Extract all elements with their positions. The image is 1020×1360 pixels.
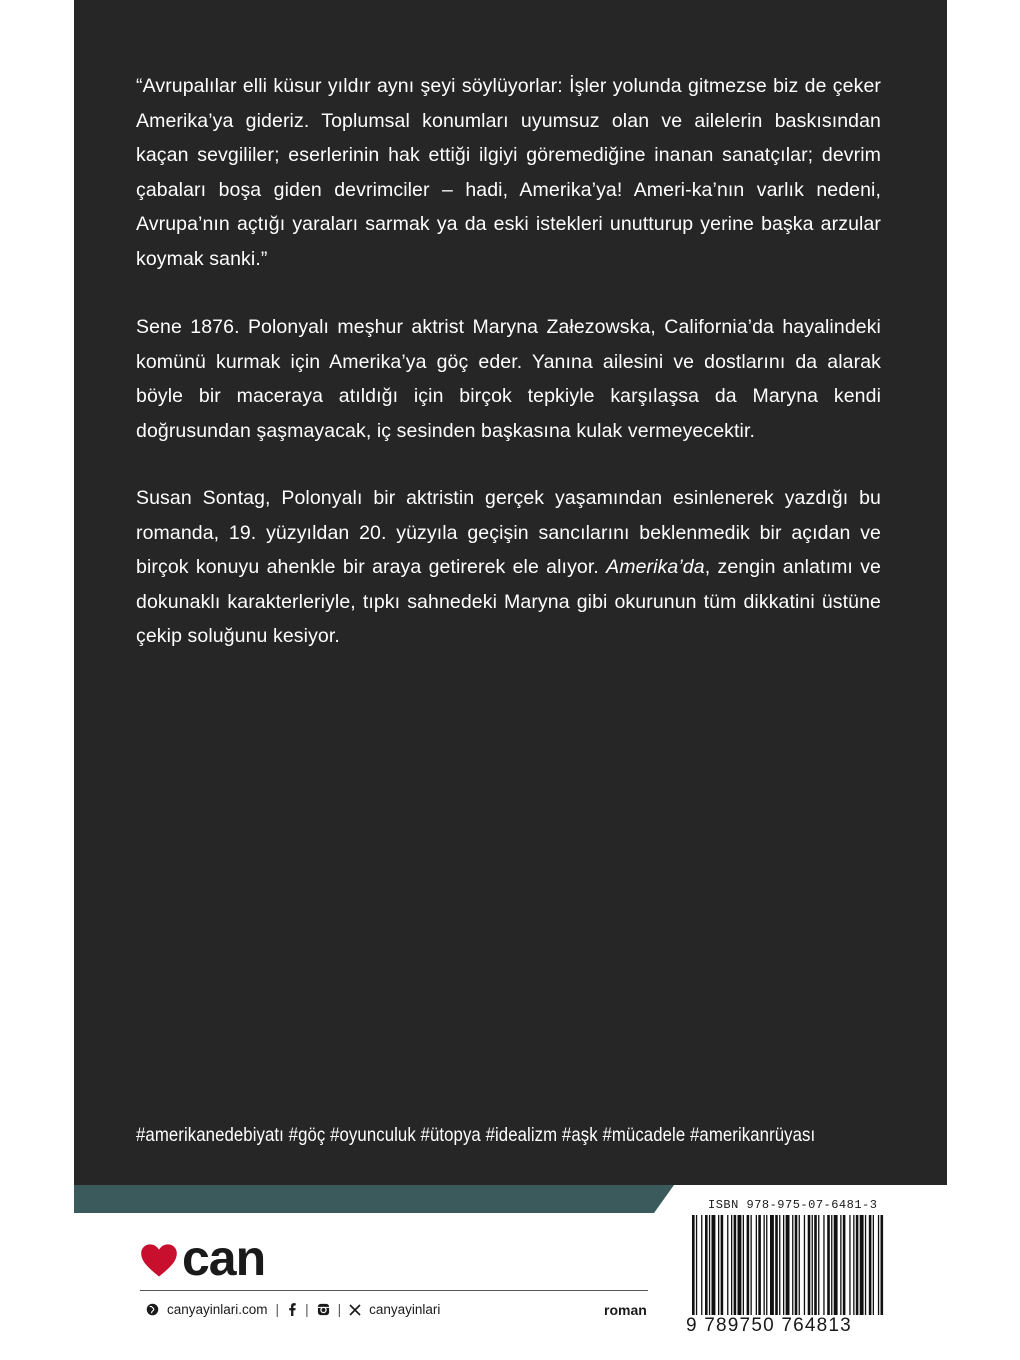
barcode-bar — [727, 1215, 728, 1315]
barcode-bar — [718, 1215, 719, 1315]
barcode-bar — [783, 1215, 784, 1315]
facebook-icon[interactable] — [287, 1303, 297, 1316]
separator: | — [275, 1302, 280, 1317]
barcode-bar — [712, 1215, 716, 1315]
barcode-bar — [734, 1215, 737, 1315]
website-link[interactable]: canyayinlari.com — [167, 1302, 268, 1317]
barcode-bar — [860, 1215, 864, 1315]
barcode-bar — [840, 1215, 841, 1315]
logo-text: can — [182, 1230, 266, 1286]
x-handle[interactable]: canyayinlari — [369, 1302, 441, 1317]
barcode-bar — [775, 1215, 778, 1315]
barcode-bar — [792, 1215, 793, 1315]
barcode-bar — [779, 1215, 780, 1315]
barcode-bar — [743, 1215, 744, 1315]
barcode-bars — [688, 1215, 888, 1315]
summary-paragraph-2 — [136, 481, 881, 654]
separator: | — [337, 1302, 342, 1317]
separator: | — [305, 1302, 309, 1317]
barcode-bar — [751, 1215, 752, 1315]
barcode-bar — [818, 1215, 819, 1315]
barcode-bar — [812, 1215, 813, 1315]
barcode-area — [678, 1195, 888, 1345]
publisher-logo — [140, 1230, 266, 1286]
barcode-bar — [756, 1215, 757, 1315]
globe-icon — [146, 1303, 159, 1316]
hashtags: #amerikanedebiyatı #göç #oyunculuk #ütopya #idealizm #aşk #mücadele #amerikanrüyası — [136, 1124, 816, 1146]
barcode-bar — [808, 1215, 811, 1315]
instagram-icon[interactable] — [317, 1303, 330, 1316]
barcode-bar — [827, 1215, 830, 1315]
x-icon[interactable] — [349, 1304, 361, 1316]
barcode-bar — [795, 1215, 798, 1315]
barcode-bar — [814, 1215, 817, 1315]
divider — [140, 1290, 648, 1291]
barcode-bar — [869, 1215, 872, 1315]
barcode-bar — [766, 1215, 767, 1315]
barcode-bar — [849, 1215, 850, 1315]
barcode-bar — [705, 1215, 708, 1315]
barcode-bar — [721, 1215, 724, 1315]
paragraph-2-start: Susan Sontag, Polonyalı bir aktristin gerçek yaşamından esinlenerek yazdığı bu romanda, 19. yüzyıldan 20. yüzyıla geçişin sancılarını beklenmedik bir açıdan ve birçok konuyu ahenkle bir araya getirerek ele alıyor. — [136, 487, 881, 578]
barcode-bar — [831, 1215, 832, 1315]
barcode-bar — [799, 1215, 800, 1315]
barcode-bar — [843, 1215, 846, 1315]
barcode-bar — [709, 1215, 710, 1315]
barcode-bar — [853, 1215, 854, 1315]
barcode-bar — [770, 1215, 774, 1315]
publisher-links — [146, 1302, 440, 1317]
barcode-bar — [731, 1215, 732, 1315]
book-back-cover — [74, 0, 947, 1360]
dark-panel — [74, 0, 947, 1185]
book-title-italic: Amerika’da — [606, 556, 705, 578]
barcode-number: 9 789750 764813 — [686, 1315, 852, 1336]
barcode-bar — [878, 1215, 879, 1315]
barcode-bar — [856, 1215, 859, 1315]
barcode-bar — [738, 1215, 742, 1315]
barcode-bar — [786, 1215, 790, 1315]
barcode-bar — [804, 1215, 805, 1315]
barcode-bar — [865, 1215, 866, 1315]
isbn-text: ISBN 978-975-07-6481-3 — [708, 1198, 878, 1212]
barcode-bar — [823, 1215, 824, 1315]
paragraph-2-end: , zengin anlatımı ve dokunaklı karakterleriyle, tıpkı sahnedeki Maryna gibi okurunun tüm dikkatini üstüne çekip soluğunu kesiyor. — [136, 556, 881, 647]
barcode-bar — [764, 1215, 765, 1315]
barcode-bar — [692, 1215, 695, 1315]
barcode-bar — [696, 1215, 697, 1315]
genre-label: roman — [604, 1302, 647, 1318]
heart-icon — [140, 1242, 178, 1280]
quote-text: “Avrupalılar elli küsur yıldır aynı şeyi söylüyorlar: İşler yolunda gitmezse biz de çeker Amerika’ya gideriz. Toplumsal konumları uyumsuz olan ve ailelerin baskısından kaçan sevgililer; eserlerinin hak ettiği ilgiyi göremediğine inanan sanatçılar; devrim çabaları boşa giden devrimciler – hadi, Amerika’ya! Ameri-ka’nın varlık nedeni, Avrupa’nın açtığı yaraları sarmak ya da eski istekleri unutturup yerine başka arzular koymak sanki.” — [136, 75, 881, 270]
barcode-bar — [747, 1215, 750, 1315]
barcode-bar — [873, 1215, 874, 1315]
barcode-bar — [881, 1215, 884, 1315]
barcode-bar — [758, 1215, 761, 1315]
barcode-bar — [701, 1215, 702, 1315]
summary-paragraph-1: Sene 1876. Polonyalı meşhur aktrist Maryna Załezowska, California’da hayalindeki komünü kurmak için Amerika’ya göç eder. Yanına ailesini ve dostlarını da alarak böyle bir maceraya atıldığı için birçok tepkiyle karşılaşsa da Maryna kendi doğrusundan şaşmayacak, iç sesinden başkasına kulak vermeyecektir. — [136, 316, 881, 442]
barcode-bar — [834, 1215, 838, 1315]
